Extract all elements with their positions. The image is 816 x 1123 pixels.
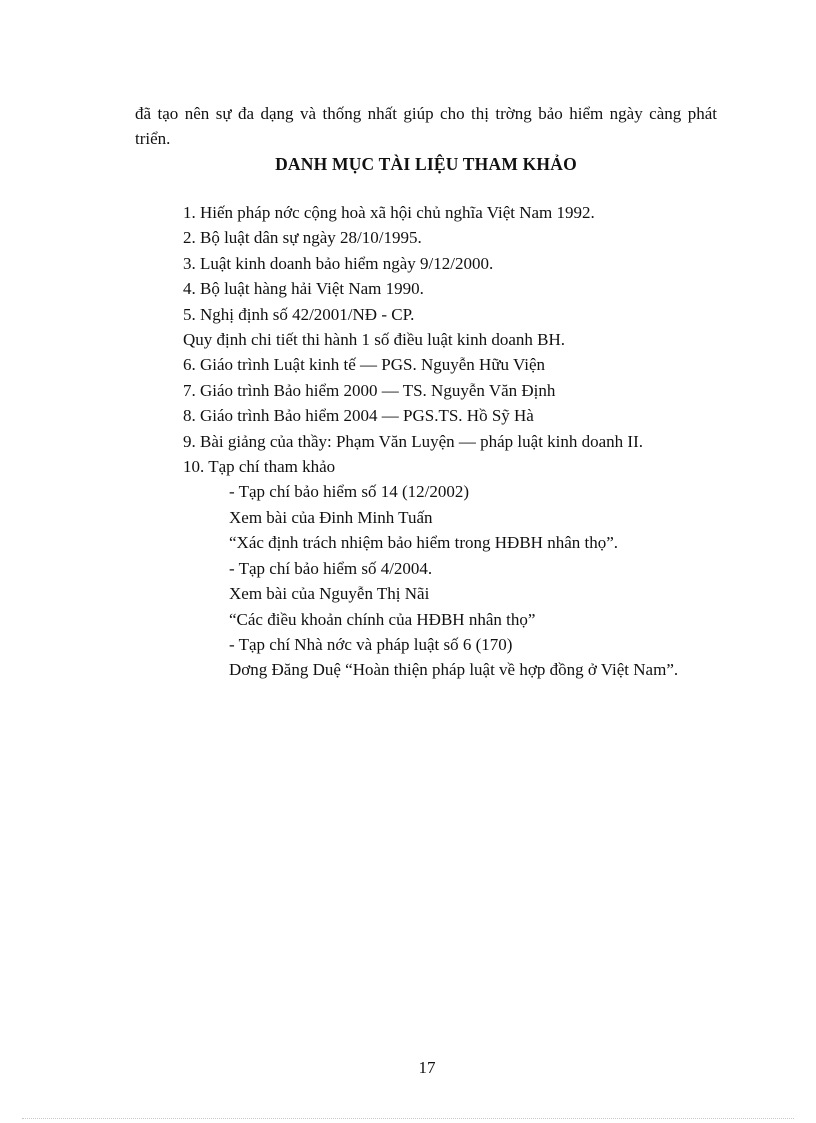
journal-reference-item: Xem bài của Nguyễn Thị Nãi: [229, 584, 430, 604]
reference-item: 10. Tạp chí tham khảo: [183, 457, 336, 477]
intro-paragraph: đã tạo nên sự đa dạng và thống nhất giúp cho thị trờng bảo hiểm ngày càng phát triển.: [135, 104, 717, 148]
reference-item: 7. Giáo trình Bảo hiểm 2000 — TS. Nguyễn Văn Định: [183, 380, 556, 400]
reference-item: 2. Bộ luật dân sự ngày 28/10/1995.: [183, 228, 422, 248]
reference-list: [183, 200, 723, 683]
journal-reference-item: Dơng Đăng Duệ “Hoàn thiện pháp luật về hợp đồng ở Việt Nam”.: [229, 660, 679, 680]
reference-item: 5. Nghị định số 42/2001/NĐ - CP.: [183, 304, 415, 324]
journal-reference-item: - Tạp chí Nhà nớc và pháp luật số 6 (170): [229, 634, 513, 654]
journal-reference-item: “Các điều khoản chính của HĐBH nhân thọ”: [229, 609, 536, 629]
page-bottom-border: [22, 1118, 794, 1119]
journal-reference-item: “Xác định trách nhiệm bảo hiểm trong HĐBH nhân thọ”.: [229, 533, 619, 553]
reference-item: 6. Giáo trình Luật kinh tế — PGS. Nguyễn Hữu Viện: [183, 355, 546, 375]
reference-item: 9. Bài giảng của thầy: Phạm Văn Luyện — pháp luật kinh doanh II.: [183, 431, 644, 451]
reference-item: Quy định chi tiết thi hành 1 số điều luật kinh doanh BH.: [183, 330, 565, 350]
journal-reference-item: - Tạp chí bảo hiểm số 4/2004.: [229, 558, 433, 578]
reference-item: 3. Luật kinh doanh bảo hiểm ngày 9/12/2000.: [183, 253, 494, 273]
journal-reference-item: Xem bài của Đinh Minh Tuấn: [229, 507, 433, 527]
reference-item: 8. Giáo trình Bảo hiểm 2004 — PGS.TS. Hồ Sỹ Hà: [183, 406, 534, 426]
page-number: 17: [418, 1058, 436, 1077]
reference-item: 1. Hiến pháp nớc cộng hoà xã hội chủ nghĩa Việt Nam 1992.: [183, 203, 595, 222]
reference-item: 4. Bộ luật hàng hải Việt Nam 1990.: [183, 279, 424, 299]
journal-reference-item: - Tạp chí bảo hiểm số 14 (12/2002): [229, 482, 470, 502]
references-heading: DANH MỤC TÀI LIỆU THAM KHẢO: [275, 154, 577, 174]
